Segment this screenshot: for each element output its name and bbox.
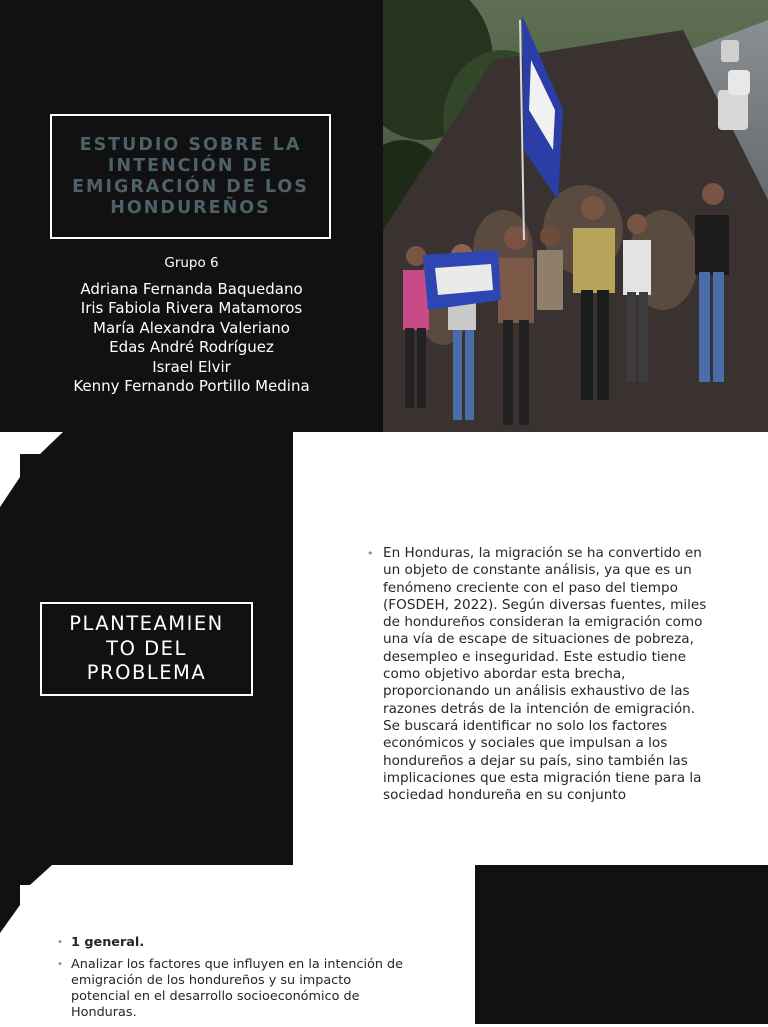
bullet-icon: •: [367, 547, 374, 560]
slide-problem: [0, 432, 768, 865]
objective-text: Analizar los factores que influyen en la intención de emigración de los hondureños y su impacto potencial en el desarrollo socioeconómico de Honduras.: [71, 957, 404, 1020]
problem-paragraph: En Honduras, la migración se ha convertido en un objeto de constante análisis, ya que es un fenómeno creciente con el paso del tiempo (FOSDEH, 2022). Según diversas fuentes, miles de hondureños consideran la emigración como una vía de escape de situaciones de pobreza, desempleo e inseguridad. Este estudio tiene como objetivo abordar esta brecha, proporcionando un análisis exhaustivo de las razones detrás de la intención de emigración. Se buscará identificar no solo los factores económicos y sociales que impulsan a los hondureños a dejar su país, sino también las implicaciones que esta migración tiene para la sociedad hondureña en su conjunto: [383, 545, 707, 804]
problem-panel: [0, 432, 293, 865]
bullet-icon: •: [57, 937, 63, 948]
slide-objectives: [0, 865, 768, 1024]
problem-title-line: TO DEL: [106, 636, 187, 660]
corner-decoration: [0, 432, 70, 512]
bullet-icon: •: [57, 959, 63, 970]
problem-title-line: PROBLEMA: [86, 661, 207, 685]
migrant-caravan-photo: [383, 0, 768, 432]
group-label: Grupo 6: [164, 255, 219, 271]
member-name: Kenny Fernando Portillo Medina: [73, 377, 310, 396]
problem-title: [69, 612, 224, 686]
problem-text-block: [368, 545, 713, 804]
problem-title-line: PLANTEAMIEN: [69, 612, 224, 636]
corner-decoration: [0, 865, 55, 940]
dark-panel: [475, 865, 768, 1024]
title-panel: [0, 0, 383, 432]
objectives-list: [57, 935, 407, 1027]
member-name: María Alexandra Valeriano: [93, 318, 290, 337]
slide-title: [0, 0, 768, 432]
list-item: [57, 957, 407, 1021]
title-frame: [50, 114, 331, 239]
problem-title-frame: [40, 602, 253, 696]
member-name: Iris Fabiola Rivera Matamoros: [80, 299, 303, 318]
list-item: [57, 935, 407, 951]
member-list: [0, 280, 383, 396]
presentation-title: ESTUDIO SOBRE LA INTENCIÓN DE EMIGRACIÓN DE LOS HONDUREÑOS: [72, 134, 309, 218]
member-name: Israel Elvir: [152, 357, 231, 376]
member-name: Edas André Rodríguez: [109, 338, 274, 357]
member-name: Adriana Fernanda Baquedano: [80, 280, 303, 298]
objective-heading: 1 general.: [71, 935, 145, 950]
